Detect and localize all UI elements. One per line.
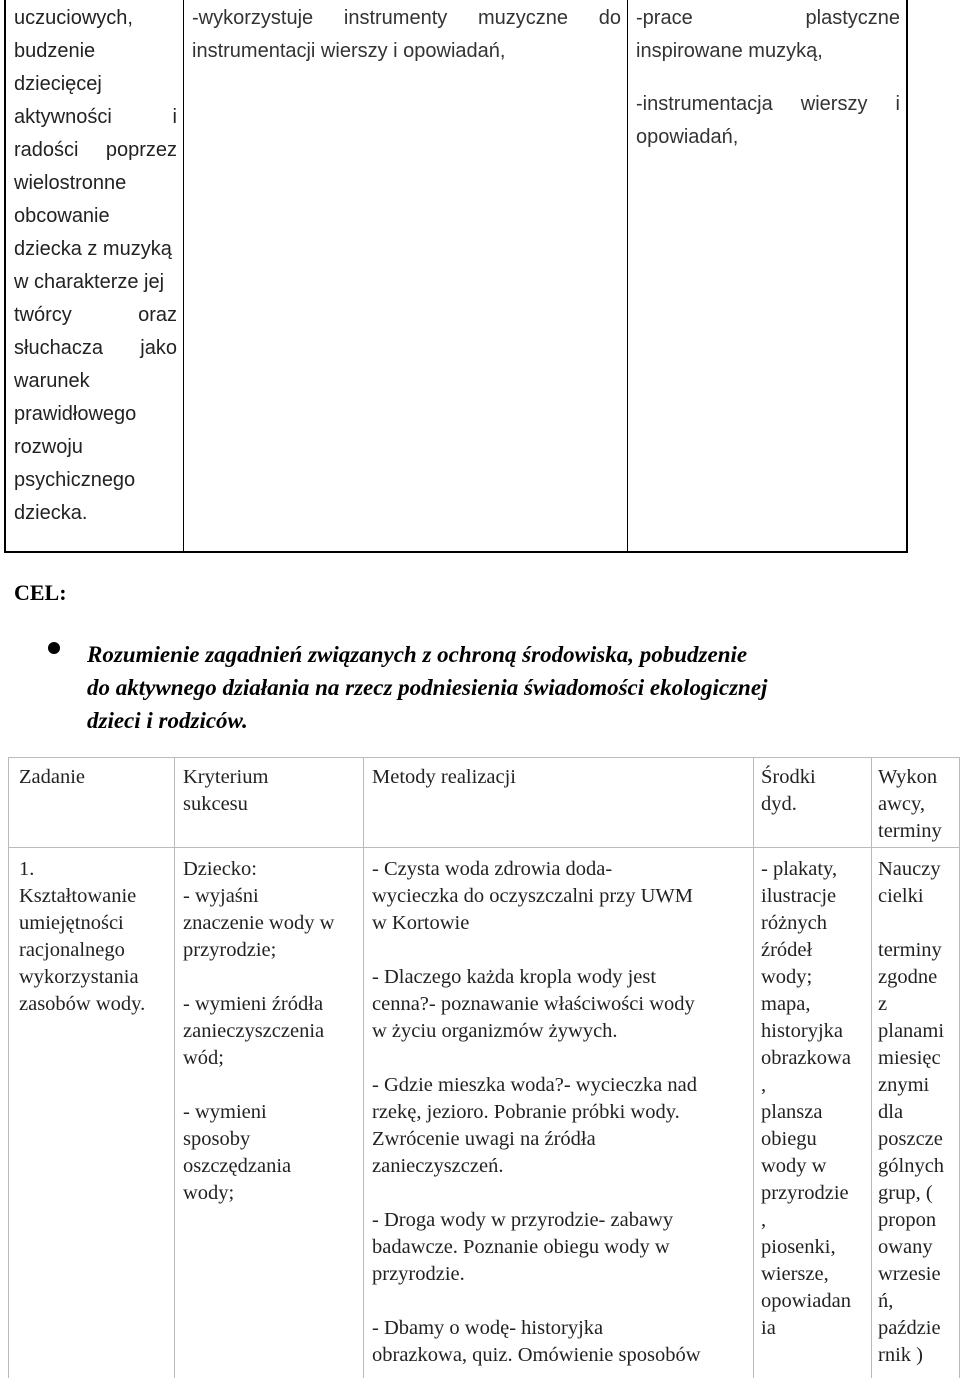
text-line: oszczędzania bbox=[183, 1155, 292, 1177]
word: -prace bbox=[636, 7, 693, 29]
text-line: zasobów wody. bbox=[19, 993, 146, 1015]
text-line: wiersze, bbox=[761, 1263, 829, 1285]
top-table-col-1 bbox=[6, 0, 184, 551]
text-line bbox=[878, 910, 960, 937]
word: -wykorzystuje bbox=[192, 7, 314, 29]
top-table-col-3 bbox=[628, 0, 906, 551]
text-line: wycieczka do oczyszczalni przy UWM bbox=[372, 885, 694, 907]
cell-executors bbox=[878, 856, 960, 1369]
text-line: w Kortowie bbox=[372, 912, 470, 934]
text-line: znaczenie wody w bbox=[183, 912, 335, 934]
method-item bbox=[372, 1207, 757, 1288]
text-line: miesięc bbox=[878, 1047, 941, 1069]
criterion-item bbox=[183, 1099, 361, 1207]
word: muzyczne bbox=[477, 7, 569, 29]
text-line: w życiu organizmów żywych. bbox=[372, 1020, 618, 1042]
text-line: dla bbox=[878, 1101, 904, 1123]
top-table-col-2 bbox=[184, 0, 628, 551]
text-line: różnych bbox=[761, 912, 828, 934]
text-line: obrazkowa bbox=[761, 1047, 851, 1069]
header-line: Środki bbox=[761, 766, 816, 788]
text-line bbox=[14, 134, 177, 167]
text-line: wrzesie bbox=[878, 1263, 941, 1285]
word: poprzez bbox=[105, 139, 177, 161]
word: -instrumentacja bbox=[636, 93, 773, 115]
cell-criterion bbox=[183, 856, 361, 1207]
text-line: uczuciowych, bbox=[14, 7, 133, 29]
text-line: wody; bbox=[761, 966, 813, 988]
text-line bbox=[14, 299, 177, 332]
text-line: zanieczyszczeń. bbox=[372, 1155, 504, 1177]
text-line: Dziecko: bbox=[183, 858, 257, 880]
text-line: wody; bbox=[183, 1182, 235, 1204]
word: radości bbox=[14, 139, 79, 161]
text-line: piosenki, bbox=[761, 1236, 836, 1258]
text-line: wód; bbox=[183, 1047, 224, 1069]
text-line: owany bbox=[878, 1236, 933, 1258]
text-line: grup, ( bbox=[878, 1182, 933, 1204]
text-line bbox=[14, 101, 177, 134]
word: plastyczne bbox=[805, 7, 900, 29]
header-line: Kryterium bbox=[183, 766, 269, 788]
text-line: gólnych bbox=[878, 1155, 945, 1177]
text-line: poszcze bbox=[878, 1128, 943, 1150]
cell-means bbox=[761, 856, 871, 1342]
text-line: warunek bbox=[14, 370, 90, 392]
text-line: z bbox=[878, 993, 888, 1015]
header-line: sukcesu bbox=[183, 793, 248, 815]
text-line: 1. bbox=[19, 858, 35, 880]
text-line: wykorzystania bbox=[19, 966, 139, 988]
header-rule bbox=[8, 847, 960, 848]
word: jako bbox=[140, 337, 177, 359]
text-line: , bbox=[761, 1074, 767, 1096]
text-line: cenna?- poznawanie właściwości wody bbox=[372, 993, 695, 1015]
text-line bbox=[636, 88, 900, 121]
header-line: Metody realizacji bbox=[372, 766, 517, 788]
cell-task bbox=[19, 856, 173, 1018]
text-line: racjonalnego bbox=[19, 939, 125, 961]
text-line: Nauczy bbox=[878, 858, 941, 880]
text-line: terminy bbox=[878, 939, 942, 961]
text-line: - Gdzie mieszka woda?- wycieczka nad bbox=[372, 1074, 697, 1096]
text-line: rnik ) bbox=[878, 1344, 923, 1366]
text-line: - plakaty, bbox=[761, 858, 838, 880]
text-line: instrumentacji wierszy i opowiadań, bbox=[192, 40, 506, 62]
header-methods bbox=[372, 764, 757, 791]
text-line: planami bbox=[878, 1020, 945, 1042]
text-line: wody w bbox=[761, 1155, 827, 1177]
text-line: - Droga wody w przyrodzie- zabawy bbox=[372, 1209, 674, 1231]
text-line: budzenie bbox=[14, 40, 96, 62]
text-line bbox=[192, 2, 621, 35]
method-item bbox=[372, 1072, 757, 1180]
table-top-rule bbox=[8, 757, 960, 758]
cell-methods bbox=[372, 856, 757, 1369]
word: instrumenty bbox=[343, 7, 448, 29]
goal-line: Rozumienie zagadnień związanych z ochroną środowiska, pobudzenie bbox=[87, 642, 748, 667]
goal-label: CEL: bbox=[14, 580, 67, 605]
text-line: znymi bbox=[878, 1074, 930, 1096]
header-line: dyd. bbox=[761, 793, 797, 815]
header-task bbox=[19, 764, 173, 791]
text-line: inspirowane muzyką, bbox=[636, 40, 823, 62]
goal-line: dzieci i rodziców. bbox=[87, 708, 248, 733]
table-rule-left bbox=[8, 757, 9, 1378]
word: słuchacza bbox=[14, 337, 103, 359]
text-line: ilustracje bbox=[761, 885, 837, 907]
criterion-item bbox=[183, 856, 361, 964]
method-item bbox=[372, 1315, 757, 1369]
word: twórcy bbox=[14, 304, 72, 326]
word: aktywności bbox=[14, 106, 112, 128]
text-line: ia bbox=[761, 1317, 776, 1339]
word: wierszy bbox=[800, 93, 868, 115]
text-line: sposoby bbox=[183, 1128, 251, 1150]
table-rule-1 bbox=[174, 757, 175, 1378]
table-rule-4 bbox=[871, 757, 872, 1378]
text-line: , bbox=[761, 1209, 767, 1231]
text-line: dziecięcej bbox=[14, 73, 102, 95]
word: i bbox=[172, 106, 177, 128]
table-rule-2 bbox=[363, 757, 364, 1378]
paragraph-gap bbox=[636, 68, 900, 88]
text-line: obcowanie bbox=[14, 205, 110, 227]
text-line: dziecka. bbox=[14, 502, 88, 524]
text-line: propon bbox=[878, 1209, 937, 1231]
top-table bbox=[4, 0, 908, 553]
word: i bbox=[895, 93, 900, 115]
header-line: awcy, bbox=[878, 793, 926, 815]
text-line: plansza bbox=[761, 1101, 823, 1123]
text-line: zanieczyszczenia bbox=[183, 1020, 325, 1042]
header-executors bbox=[878, 764, 960, 845]
text-line: ń, bbox=[878, 1290, 894, 1312]
header-line: terminy bbox=[878, 820, 942, 842]
text-line: przyrodzie; bbox=[183, 939, 277, 961]
text-line: przyrodzie bbox=[761, 1182, 849, 1204]
text-line: historyjka bbox=[761, 1020, 843, 1042]
text-line: Zwrócenie uwagi na źródła bbox=[372, 1128, 596, 1150]
bullet-icon bbox=[48, 642, 60, 654]
text-line: - wyjaśni bbox=[183, 885, 259, 907]
text-line: umiejętności bbox=[19, 912, 124, 934]
word: oraz bbox=[138, 304, 177, 326]
text-line: - wymieni bbox=[183, 1101, 267, 1123]
text-line: Kształtowanie bbox=[19, 885, 137, 907]
text-line: paździe bbox=[878, 1317, 941, 1339]
text-line: w charakterze jej bbox=[14, 271, 165, 293]
method-item bbox=[372, 964, 757, 1045]
plan-table bbox=[8, 757, 960, 1378]
text-line bbox=[14, 332, 177, 365]
text-line: badawcze. Poznanie obiegu wody w bbox=[372, 1236, 670, 1258]
text-line: przyrodzie. bbox=[372, 1263, 465, 1285]
text-line: - Dlaczego każda kropla wody jest bbox=[372, 966, 657, 988]
text-line: obiegu bbox=[761, 1128, 817, 1150]
header-line: Wykon bbox=[878, 766, 938, 788]
text-line: opowiadan bbox=[761, 1290, 851, 1312]
word: do bbox=[598, 7, 621, 29]
text-line: dziecka z muzyką bbox=[14, 238, 172, 260]
text-line: cielki bbox=[878, 885, 924, 907]
text-line: obrazkowa, quiz. Omówienie sposobów bbox=[372, 1344, 701, 1366]
header-means bbox=[761, 764, 871, 818]
text-line: zgodne bbox=[878, 966, 938, 988]
text-line: źródeł bbox=[761, 939, 813, 961]
text-line: psychicznego bbox=[14, 469, 136, 491]
text-line bbox=[636, 2, 900, 35]
method-item bbox=[372, 856, 757, 937]
text-line: - Dbamy o wodę- historyjka bbox=[372, 1317, 604, 1339]
text-line: - Czysta woda zdrowia doda- bbox=[372, 858, 613, 880]
text-line: - wymieni źródła bbox=[183, 993, 324, 1015]
criterion-item bbox=[183, 991, 361, 1072]
text-line: opowiadań, bbox=[636, 126, 739, 148]
text-line: wielostronne bbox=[14, 172, 127, 194]
text-line: prawidłowego bbox=[14, 403, 137, 425]
goal-line: do aktywnego działania na rzecz podniesienia świadomości ekologicznej bbox=[87, 675, 768, 700]
goal-text bbox=[87, 638, 947, 737]
text-line: rozwoju bbox=[14, 436, 83, 458]
text-line: rzekę, jezioro. Pobranie próbki wody. bbox=[372, 1101, 680, 1123]
header-line: Zadanie bbox=[19, 766, 86, 788]
text-line: mapa, bbox=[761, 993, 811, 1015]
header-criterion bbox=[183, 764, 361, 818]
